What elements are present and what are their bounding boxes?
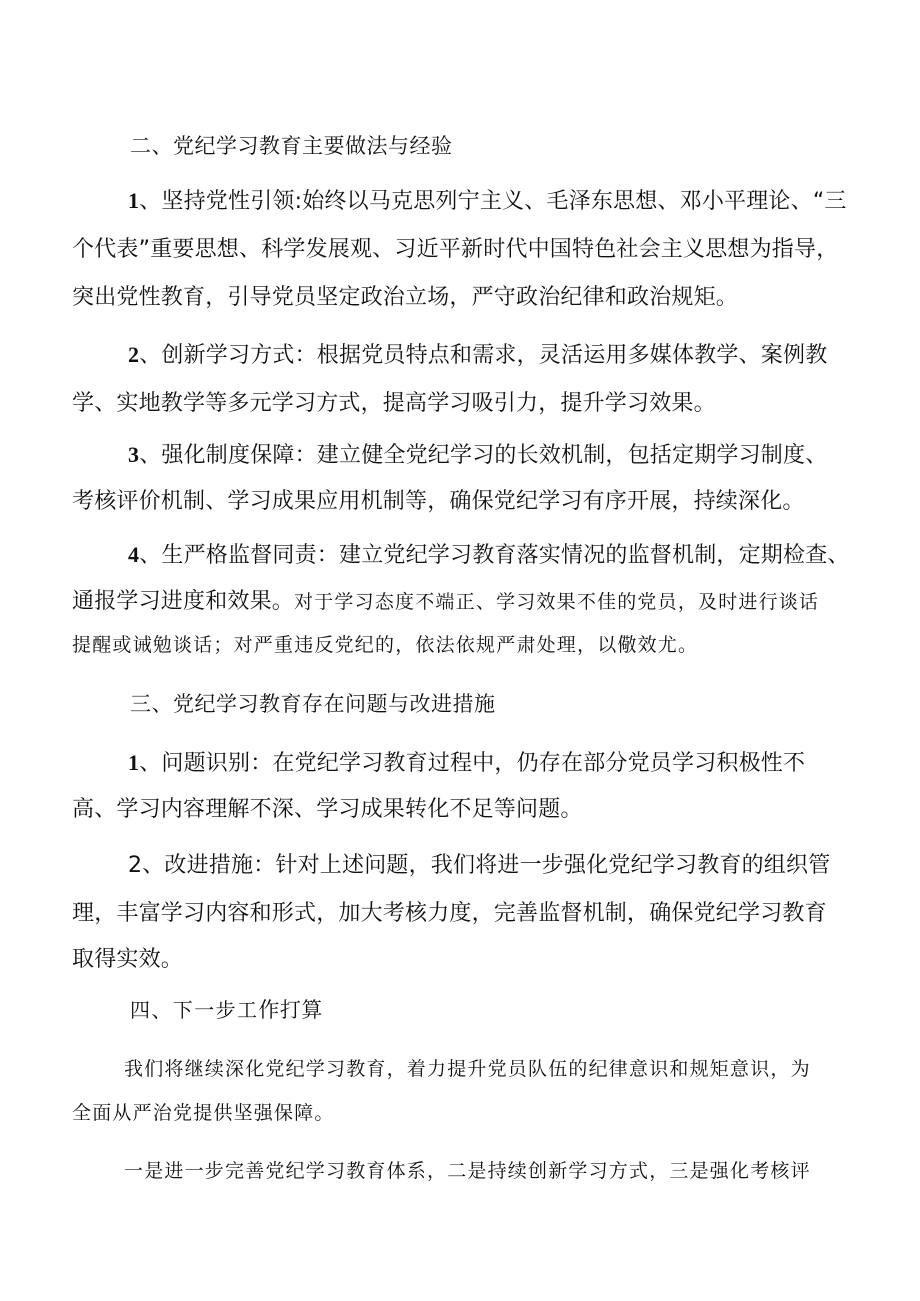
- item-text: 、创新学习方式：根据党员特点和需求，灵活运用多媒体教学、案例教: [139, 343, 828, 368]
- heading-part-sans: 作打算: [258, 998, 323, 1022]
- section-2-heading: 二、党纪学习教育主要做法与经验: [130, 134, 453, 158]
- section-3-item-2-line-3: 取得实效。: [72, 947, 184, 972]
- section-2-item-1-line-1: [128, 184, 847, 215]
- item-number: 4: [128, 542, 140, 567]
- item-number: 1: [128, 188, 140, 213]
- section-3-heading: 三、党纪学习教育存在问题与改进措施: [130, 692, 496, 716]
- item-text: 、坚持党性引领:始终以马克思列宁主义、毛泽东思想、邓小平理论、“三: [139, 189, 847, 214]
- section-3-item-2-line-2: 理，丰富学习内容和形式，加大考核力度，完善监督机制，确保党纪学习教育: [72, 901, 827, 926]
- section-3-item-2-line-1: 2、改进措施：针对上述问题，我们将进一步强化党纪学习教育的组织管: [128, 853, 831, 878]
- section-2-item-2-line-1: [128, 338, 827, 369]
- section-3-item-1-line-2: 高、学习内容理解不深、学习成果转化不足等问题。: [72, 797, 583, 822]
- section-2-item-4-line-2: [72, 584, 819, 615]
- item-text-sans: 通报学习进度和效果。: [72, 589, 295, 614]
- section-4-paragraph-2-line-1: 一是进一步完善党纪学习教育体系，二是持续创新学习方式，三是强化考核评: [124, 1160, 811, 1182]
- item-text-serif: 对于学习态度不端正、学习效果不佳的党员，及时进行谈话: [294, 591, 820, 613]
- item-text: 、强化制度保障：建立健全党纪学习的长效机制，包括定期学习制度、: [139, 443, 828, 468]
- item-number: 2: [128, 342, 140, 367]
- section-2-item-3-line-1: [128, 438, 827, 469]
- item-number: 1: [128, 750, 140, 775]
- section-2-item-1-line-2: 个代表”重要思想、科学发展观、习近平新时代中国特色社会主义思想为指导，: [72, 237, 839, 262]
- section-2-item-2-line-2: 学、实地教学等多元学习方式，提高学习吸引力，提升学习效果。: [72, 391, 716, 416]
- section-4-heading: [130, 994, 323, 1024]
- section-2-item-4-line-3: 提醒或诫勉谈话；对严重违反党纪的，依法依规严肃处理，以儆效尤。: [72, 634, 699, 656]
- item-number: 3: [128, 442, 140, 467]
- item-text: 、生严格监督同责：建立党纪学习教育落实情况的监督机制，定期检查、: [139, 543, 850, 568]
- heading-part-serif: 四、下一步工: [130, 998, 259, 1022]
- section-2-item-3-line-2: 考核评价机制、学习成果应用机制等，确保党纪学习有序开展，持续深化。: [72, 489, 805, 514]
- item-text: 、问题识别：在党纪学习教育过程中，仍存在部分党员学习积极性不: [139, 751, 806, 776]
- section-3-item-1-line-1: [128, 746, 805, 777]
- section-4-paragraph-1-line-1: 我们将继续深化党纪学习教育，着力提升党员队伍的纪律意识和规矩意识，为: [124, 1058, 811, 1080]
- section-2-item-1-line-3: 突出党性教育，引导党员坚定政治立场，严守政治纪律和政治规矩。: [72, 285, 739, 310]
- section-2-item-4-line-1: [128, 538, 850, 569]
- section-4-paragraph-1-line-2: 全面从严治党提供坚强保障。: [72, 1102, 335, 1124]
